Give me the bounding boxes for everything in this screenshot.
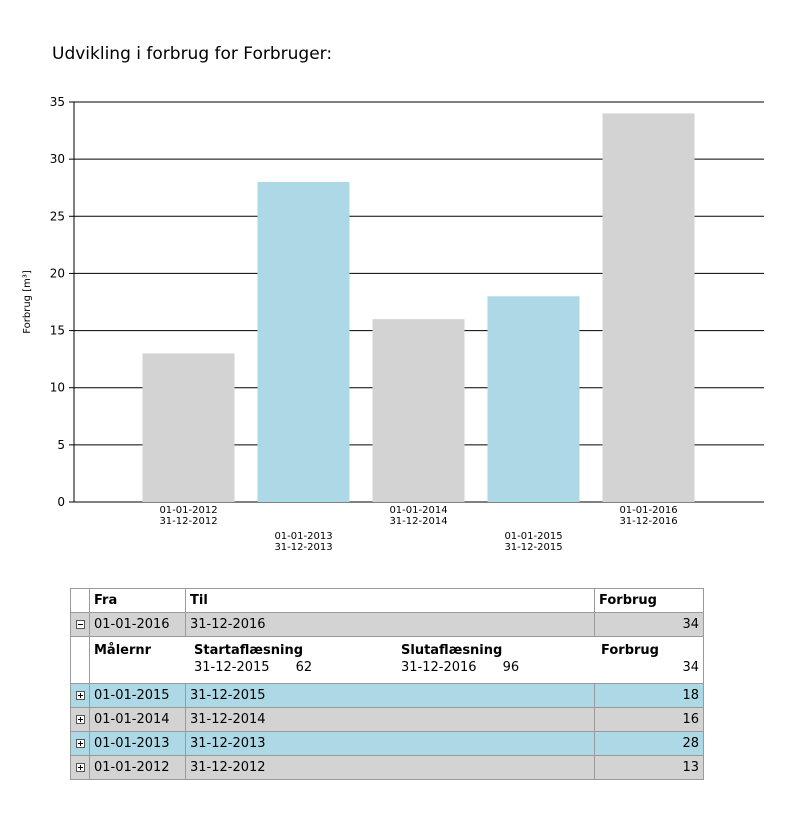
x-tick-label: 31-12-2014 — [389, 516, 448, 527]
row-expand-cell — [71, 732, 90, 756]
row-forbrug: 13 — [595, 756, 704, 780]
y-tick-label: 35 — [49, 95, 65, 109]
y-tick-label: 10 — [49, 380, 65, 395]
row-fra: 01-01-2012 — [90, 756, 186, 780]
row-forbrug: 34 — [595, 613, 704, 637]
detail-slut-label: Slutaflæsning — [401, 643, 503, 658]
x-tick-label: 31-12-2013 — [274, 542, 333, 553]
x-tick-label: 01-01-2014 — [389, 505, 448, 516]
detail-slut-values — [401, 660, 519, 675]
collapse-icon[interactable] — [76, 620, 85, 629]
y-tick-label: 15 — [49, 323, 65, 338]
row-til: 31-12-2014 — [186, 708, 595, 732]
header-fra[interactable]: Fra — [90, 589, 186, 613]
x-tick-label: 31-12-2016 — [619, 516, 678, 527]
detail-slut — [401, 643, 519, 675]
detail-start-values — [194, 660, 312, 675]
table-row — [71, 756, 704, 780]
table-row — [71, 613, 704, 637]
row-til: 31-12-2013 — [186, 732, 595, 756]
x-tick-label: 01-01-2013 — [274, 531, 333, 542]
header-til[interactable]: Til — [186, 589, 595, 613]
detail-maalernr-label: Målernr — [94, 643, 152, 658]
y-tick-label: 0 — [57, 495, 65, 509]
x-tick-label: 01-01-2012 — [159, 505, 218, 516]
detail-row — [71, 637, 704, 684]
detail-start-value: 62 — [295, 660, 313, 675]
expand-icon[interactable] — [76, 739, 85, 748]
row-forbrug: 16 — [595, 708, 704, 732]
row-fra: 01-01-2015 — [90, 684, 186, 708]
detail-start-label: Startaflæsning — [194, 643, 304, 658]
consumption-table — [70, 588, 704, 780]
bar — [143, 353, 235, 502]
row-forbrug: 18 — [595, 684, 704, 708]
row-expand-cell — [71, 684, 90, 708]
expand-icon[interactable] — [76, 715, 85, 724]
table-row — [71, 708, 704, 732]
detail-maalernr — [94, 643, 151, 658]
table-row — [71, 732, 704, 756]
table-row — [71, 684, 704, 708]
row-til: 31-12-2016 — [186, 613, 595, 637]
table-header-row — [71, 589, 704, 613]
x-tick-label: 31-12-2012 — [159, 516, 218, 527]
detail-panel — [90, 637, 703, 683]
detail-forbrug — [601, 643, 699, 675]
x-tick-label: 01-01-2016 — [619, 505, 678, 516]
detail-cell — [90, 637, 704, 684]
page-title: Udvikling i forbrug for Forbruger: — [52, 44, 333, 64]
row-til: 31-12-2012 — [186, 756, 595, 780]
row-fra: 01-01-2016 — [90, 613, 186, 637]
row-expand-cell — [71, 613, 90, 637]
y-tick-label: 30 — [49, 152, 65, 167]
row-til: 31-12-2015 — [186, 684, 595, 708]
detail-slut-value: 96 — [502, 660, 520, 675]
detail-forbrug-label: Forbrug — [601, 643, 659, 658]
bar — [373, 319, 465, 502]
row-expand-cell — [71, 756, 90, 780]
detail-start-date: 31-12-2015 — [194, 660, 270, 675]
detail-forbrug-value: 34 — [682, 660, 699, 675]
bar — [488, 296, 580, 502]
header-forbrug[interactable]: Forbrug — [595, 589, 704, 613]
x-tick-label: 01-01-2015 — [504, 531, 563, 542]
y-tick-label: 20 — [49, 266, 65, 281]
row-expand-cell — [71, 708, 90, 732]
detail-slut-date: 31-12-2016 — [401, 660, 477, 675]
header-expand-cell — [71, 589, 90, 613]
row-fra: 01-01-2014 — [90, 708, 186, 732]
detail-spacer — [71, 637, 90, 684]
y-axis-label: Forbrug [m³] — [22, 270, 33, 334]
detail-start — [194, 643, 312, 675]
expand-icon[interactable] — [76, 763, 85, 772]
bar — [258, 182, 350, 502]
bar — [603, 113, 695, 502]
row-fra: 01-01-2013 — [90, 732, 186, 756]
y-tick-label: 25 — [49, 209, 65, 224]
x-tick-label: 31-12-2015 — [504, 542, 563, 553]
row-forbrug: 28 — [595, 732, 704, 756]
expand-icon[interactable] — [76, 691, 85, 700]
y-tick-label: 5 — [57, 437, 65, 452]
